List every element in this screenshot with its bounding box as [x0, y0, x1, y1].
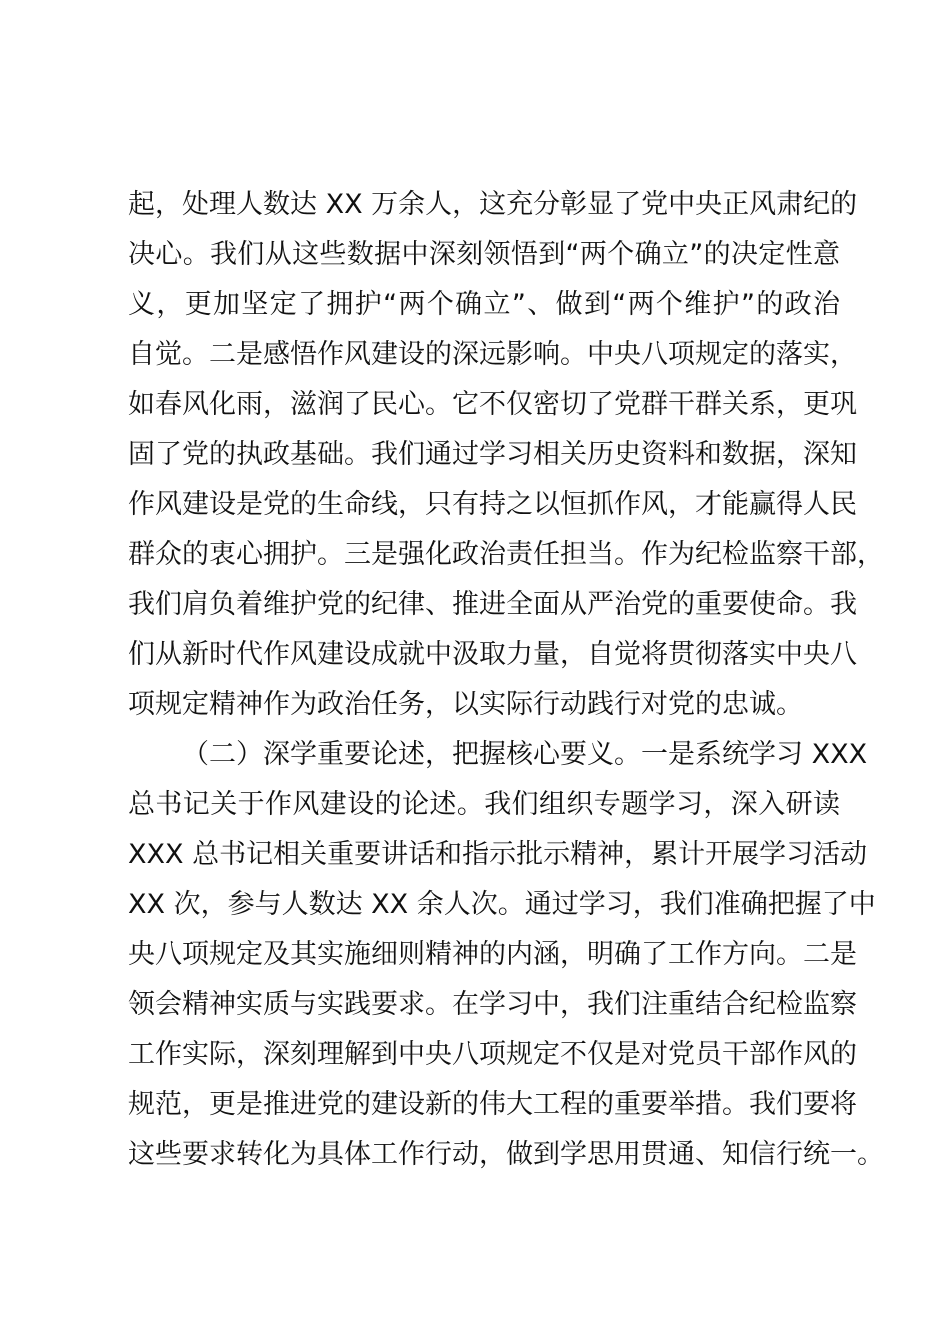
paragraph-line: 央八项规定及其实施细则精神的内涵，明确了工作方向。二是: [128, 939, 857, 970]
paragraph-line: 项规定精神作为政治任务，以实际行动践行对党的忠诚。: [128, 689, 803, 720]
document-body: [128, 180, 884, 1180]
paragraph-line: 如春风化雨，滋润了民心。它不仅密切了党群干群关系，更巩: [128, 389, 857, 420]
paragraph-line: 自觉。二是感悟作风建设的深远影响。中央八项规定的落实，: [128, 339, 857, 370]
paragraph-line: XXX 总书记相关重要讲话和指示批示精神，累计开展学习活动: [128, 839, 868, 870]
paragraph-line: 我们肩负着维护党的纪律、推进全面从严治党的重要使命。我: [128, 589, 857, 620]
paragraph-2: [128, 730, 884, 1180]
paragraph-line: XX 次，参与人数达 XX 余人次。通过学习，我们准确把握了中: [128, 889, 876, 920]
paragraph-line: 领会精神实质与实践要求。在学习中，我们注重结合纪检监察: [128, 989, 857, 1020]
paragraph-line: 义，更加坚定了拥护“两个确立”、做到“两个维护”的政治: [128, 289, 840, 320]
paragraph-line: 总书记关于作风建设的论述。我们组织专题学习，深入研读: [128, 789, 840, 820]
paragraph-line: 决心。我们从这些数据中深刻领悟到“两个确立”的决定性意: [128, 239, 840, 270]
paragraph-line: 作风建设是党的生命线，只有持之以恒抓作风，才能赢得人民: [128, 489, 857, 520]
paragraph-line: 规范，更是推进党的建设新的伟大工程的重要举措。我们要将: [128, 1089, 857, 1120]
paragraph-line: 群众的衷心拥护。三是强化政治责任担当。作为纪检监察干部，: [128, 539, 884, 570]
paragraph-line: 这些要求转化为具体工作行动，做到学思用贯通、知信行统一。: [128, 1139, 884, 1170]
paragraph-line: 工作实际，深刻理解到中央八项规定不仅是对党员干部作风的: [128, 1039, 857, 1070]
paragraph-line: 起，处理人数达 XX 万余人，这充分彰显了党中央正风肃纪的: [128, 189, 858, 220]
paragraph-line: 固了党的执政基础。我们通过学习相关历史资料和数据，深知: [128, 439, 857, 470]
paragraph-heading-line: （二）深学重要论述，把握核心要义。一是系统学习 XXX: [182, 739, 868, 770]
paragraph-line: 们从新时代作风建设成就中汲取力量，自觉将贯彻落实中央八: [128, 639, 857, 670]
paragraph-1: [128, 180, 884, 730]
